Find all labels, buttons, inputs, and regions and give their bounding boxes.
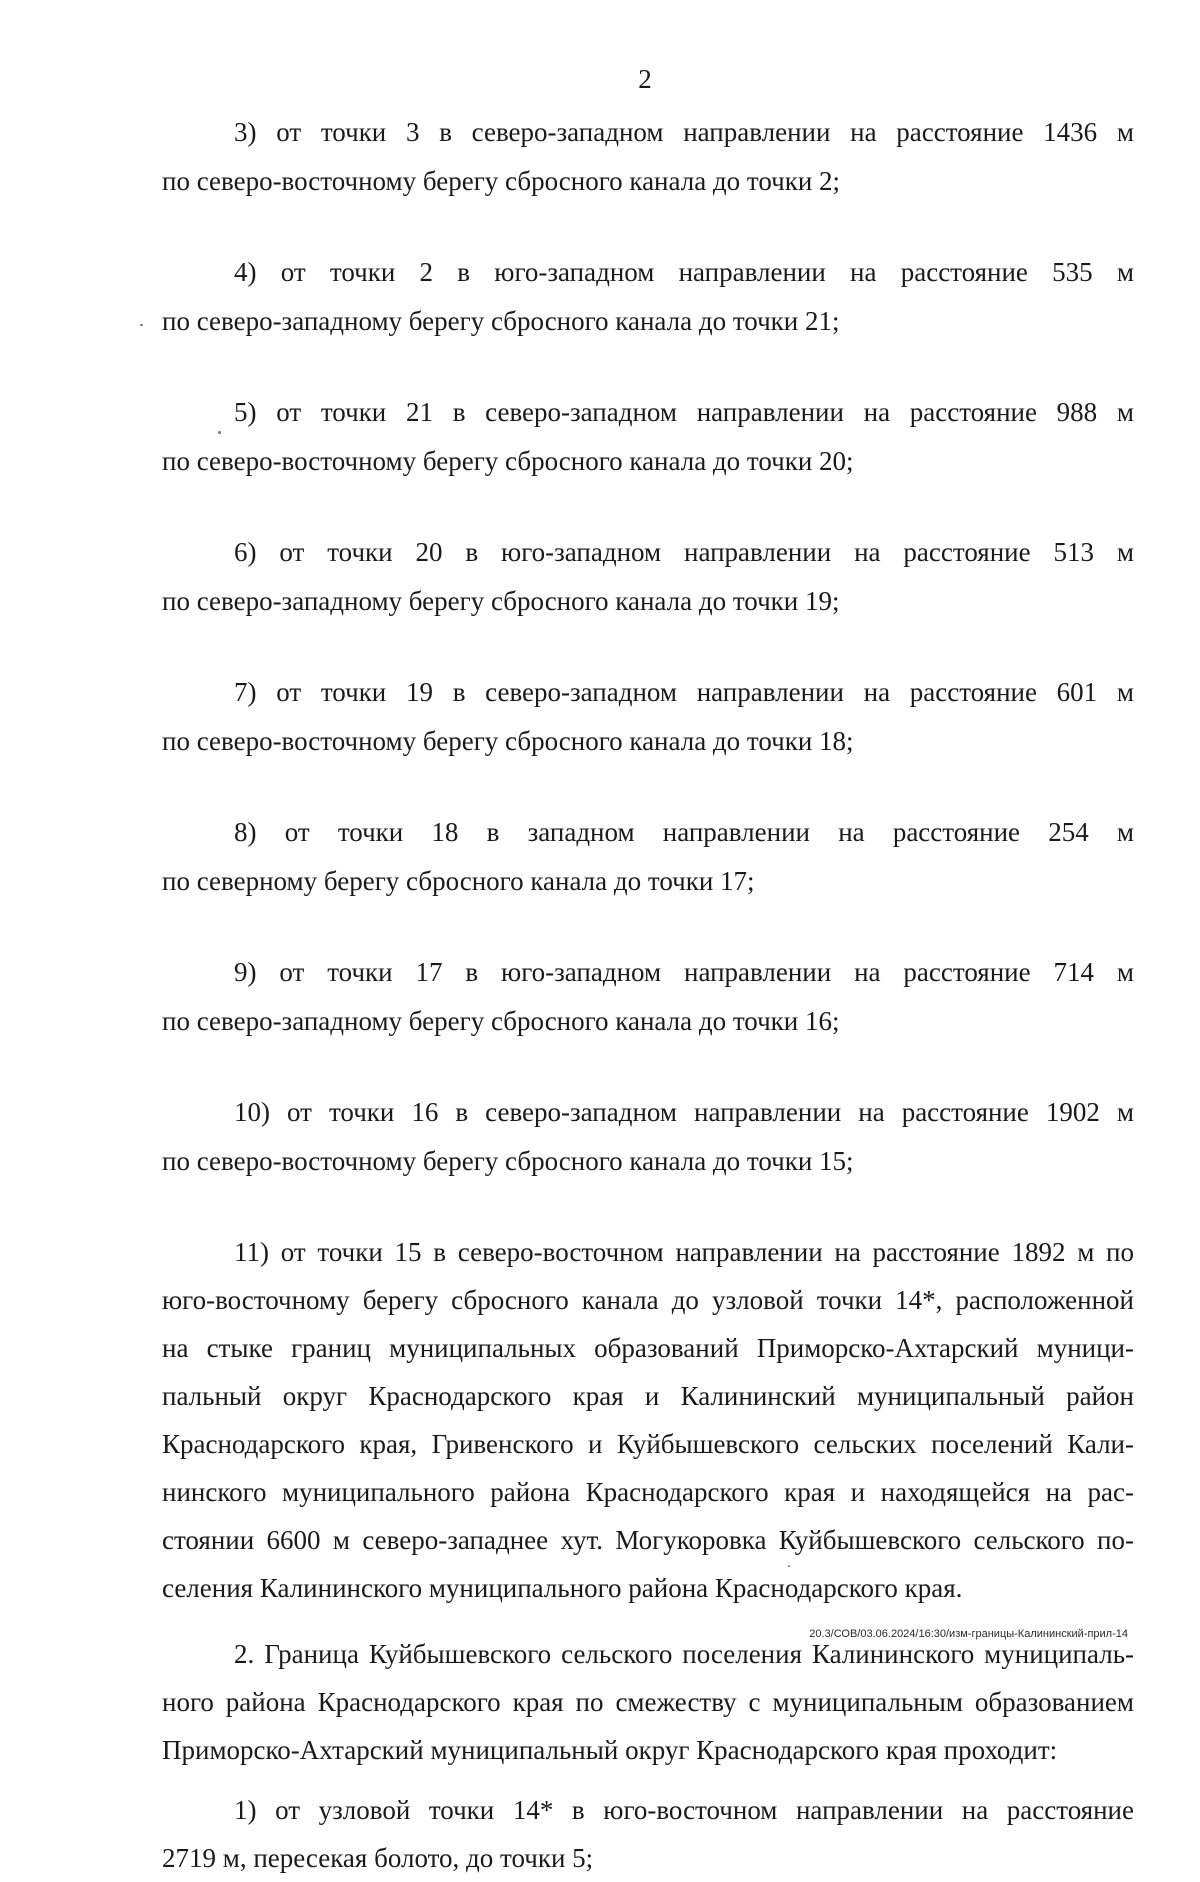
text-line: юго-восточному берегу сбросного канала до узловой точки 14*, расположенной: [162, 1285, 1134, 1315]
text-line: по северо-восточному берегу сбросного канала до точки 15;: [162, 1146, 854, 1176]
footer-document-code: 20.3/СОВ/03.06.2024/16:30/изм-границы-Калининский-прил-14: [809, 1628, 1128, 1640]
text-line: 11) от точки 15 в северо-восточном направлении на расстояние 1892 м по: [234, 1237, 1134, 1267]
text-line: 2719 м, пересекая болото, до точки 5;: [162, 1843, 594, 1873]
text-line: по северо-восточному берегу сбросного канала до точки 20;: [162, 446, 854, 476]
text-line: по северо-западному берегу сбросного канала до точки 19;: [162, 586, 840, 616]
text-line: 8) от точки 18 в западном направлении на расстояние 254 м: [234, 817, 1134, 847]
paragraph-item-6: [162, 528, 1134, 626]
text-line: 5) от точки 21 в северо-западном направлении на расстояние 988 м: [234, 397, 1134, 427]
text-line: ного района Краснодарского края по смежеству с муниципальным образованием: [162, 1687, 1134, 1717]
text-line: 6) от точки 20 в юго-западном направлении на расстояние 513 м: [234, 537, 1134, 567]
paragraph-item-3: [162, 108, 1134, 206]
paragraph-item-11: [162, 1228, 1134, 1612]
text-line: 10) от точки 16 в северо-западном направлении на расстояние 1902 м: [234, 1097, 1134, 1127]
text-line: по северо-западному берегу сбросного канала до точки 16;: [162, 1006, 840, 1036]
text-line: по северо-восточному берегу сбросного канала до точки 18;: [162, 726, 854, 756]
text-line: 1) от узловой точки 14* в юго-восточном направлении на расстояние: [234, 1795, 1134, 1825]
paragraph-item-1: [162, 1786, 1134, 1882]
paragraph-item-8: [162, 808, 1134, 906]
paragraph-item-10: [162, 1088, 1134, 1186]
text-line: Приморско-Ахтарский муниципальный округ Краснодарского края проходит:: [162, 1735, 1058, 1765]
text-line: 9) от точки 17 в юго-западном направлении на расстояние 714 м: [234, 957, 1134, 987]
scan-speck: [788, 1565, 790, 1567]
text-line: 4) от точки 2 в юго-западном направлении на расстояние 535 м: [234, 257, 1134, 287]
text-line: по северному берегу сбросного канала до точки 17;: [162, 866, 755, 896]
paragraph-item-9: [162, 948, 1134, 1046]
text-line: 7) от точки 19 в северо-западном направлении на расстояние 601 м: [234, 677, 1134, 707]
text-line: Краснодарского края, Гривенского и Куйбышевского сельских поселений Кали-: [162, 1429, 1134, 1459]
text-line: селения Калининского муниципального района Краснодарского края.: [162, 1573, 963, 1603]
text-line: по северо-западному берегу сбросного канала до точки 21;: [162, 306, 840, 336]
text-line: по северо-восточному берегу сбросного канала до точки 2;: [162, 166, 841, 196]
paragraph-item-7: [162, 668, 1134, 766]
text-line: на стыке границ муниципальных образований Приморско-Ахтарский муници-: [162, 1333, 1134, 1363]
document-body: [162, 108, 1134, 1882]
scan-speck: [140, 324, 143, 326]
text-line: пальный округ Краснодарского края и Калининский муниципальный район: [162, 1381, 1134, 1411]
text-line: нинского муниципального района Краснодарского края и находящейся на рас-: [162, 1477, 1134, 1507]
text-line: 2. Граница Куйбышевского сельского поселения Калининского муниципаль-: [234, 1639, 1134, 1669]
paragraph-item-4: [162, 248, 1134, 346]
scan-speck: [218, 431, 221, 434]
page-number: 2: [638, 64, 652, 94]
paragraph-section-2: [162, 1630, 1134, 1774]
paragraph-item-5: [162, 388, 1134, 486]
text-line: 3) от точки 3 в северо-западном направлении на расстояние 1436 м: [234, 117, 1134, 147]
text-line: стоянии 6600 м северо-западнее хут. Могукоровка Куйбышевского сельского по-: [162, 1525, 1134, 1555]
